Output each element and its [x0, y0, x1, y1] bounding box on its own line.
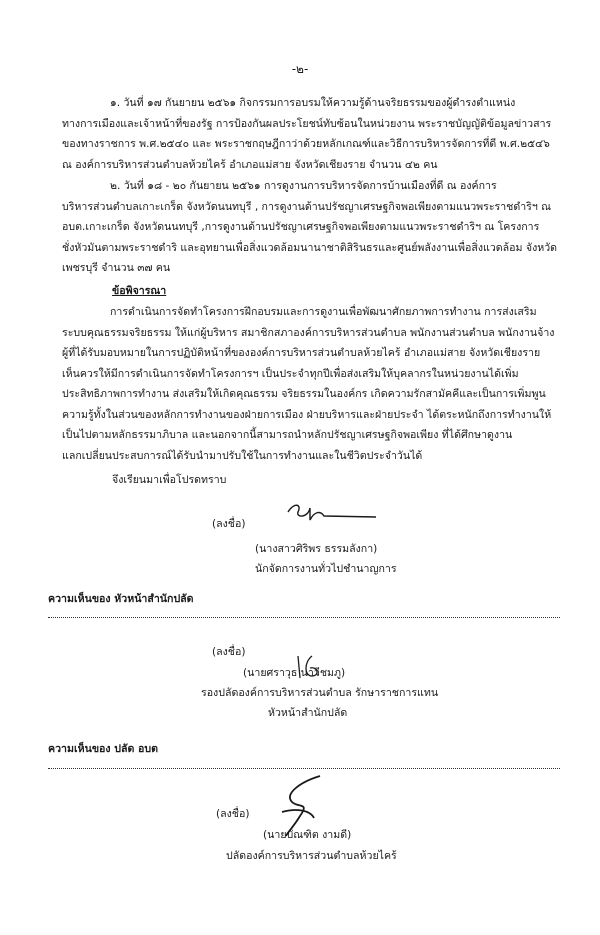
sign1-position: นักจัดการงานทั่วไปชำนาญการ: [255, 563, 397, 575]
consideration-body: การดำเนินการจัดทำโครงการฝึกอบรมและการดูงานเพื่อพัฒนาศักยภาพการทำงาน การส่งเสริม ระบบคุณธรรมจริยธรรม ให้แก่ผู้บริหาร สมาชิกสภาองค์การบริหารส่วนตำบล พนักงานส่วนตำบล พนักงานจ้าง ผู้ที่ได้รับมอบหมายในการปฏิบัติหน้าที่ขององค์การบริหารส่วนตำบลห้วยไคร้ อำเภอแม่สาย จังหวัดเชียงราย เห็นควรให้มีการดำเนินการจัดทำโครงการฯ เป็นประจำทุกปีเพื่อส่งเสริมให้บุคลากรในหน่วยงานได้เพิ่ม ประสิทธิภาพการทำงาน ส่งเสริมให้เกิดคุณธรรม จริยธรรมในองค์กร เกิดความรักสามัคคีและเป็นการเพิ่มพูน ความรู้ทั้งในส่วนของหลักการทำงานของฝ่ายการเมือง ฝ่ายบริหารและฝ่ายประจำ ได้ตระหนักถึงการทำงานให้ เป็นไปตามหลักธรรมาภิบาล และนอกจากนี้สามารถนำหลักปรัชญาเศรษฐกิจพอเพียง ที่ได้ศึกษาดูงาน แลกเปลี่ยนประสบการณ์ได้รับนำมาปรับใช้ในการทำงานและในชีวิตประจำวันได้: [62, 306, 555, 462]
sign2-label: (ลงชื่อ): [212, 646, 246, 658]
sign3-name: (นายบัณฑิต งามดี): [263, 829, 352, 841]
page-number: -๒-: [291, 62, 309, 76]
consideration-heading: ข้อพิจารณา: [112, 285, 167, 297]
opinion2-dotted-line: [48, 768, 560, 769]
sign2-position-2: หัวหน้าสำนักปลัด: [268, 707, 348, 719]
sign2-position-1: รองปลัดองค์การบริหารส่วนตำบล รักษาราชการแทน: [201, 687, 439, 699]
sign1-label: (ลงชื่อ): [212, 518, 246, 530]
sign2-name: (นายศราวุธ นาวีชมภู): [243, 667, 346, 679]
item-2-paragraph: ๒. วันที่ ๑๘ - ๒๐ กันยายน ๒๕๖๑ การดูงานการบริหารจัดการบ้านเมืองที่ดี ณ องค์การ บริหารส่วนตำบลเกาะเกร็ด จังหวัดนนทบุรี , การดูงานด้านปรัชญาเศรษฐกิจพอเพียงตามแนวพระราชดำริฯ ณ อบต.เกาะเกร็ด จังหวัดนนทบุรี ,การดูงานด้านปรัชญาเศรษฐกิจพอเพียงตามแนวพระราชดำริฯ ณ โครงการ ชั่งหัวมันตามพระราชดำริ และอุทยานเพื่อสิ่งแวดล้อมนานาชาติสิรินธรและศูนย์พลังงานเพื่อสิ่งแวดล้อม จังหวัด เพชรบุรี จำนวน ๓๗ คน: [62, 180, 558, 274]
opinion2-heading: ความเห็นของ ปลัด อบต: [48, 743, 159, 755]
sign3-label: (ลงชื่อ): [216, 808, 250, 820]
item-1-paragraph: ๑. วันที่ ๑๗ กันยายน ๒๕๖๑ กิจกรรมการอบรมให้ความรู้ด้านจริยธรรมของผู้ดำรงตำแหน่ง ทางการเมืองและเจ้าหน้าที่ของรัฐ การป้องกันผลประโยชน์ทับซ้อนในหน่วยงาน พระราชบัญญัติข้อมูลข่าวสาร ของทางราชการ พ.ศ.๒๕๔๐ และ พระราชกฤษฎีกาว่าด้วยหลักเกณฑ์และวิธีการบริหารจัดการที่ดี พ.ศ.๒๕๔๖ ณ องค์การบริหารส่วนตำบลห้วยไคร้ อำเภอแม่สาย จังหวัดเชียงราย จำนวน ๔๒ คน: [62, 97, 552, 171]
sign1-name: (นางสาวศิริพร ธรรมลังกา): [255, 543, 378, 555]
sign3-position: ปลัดองค์การบริหารส่วนตำบลห้วยไคร้: [226, 850, 397, 862]
closing-text: จึงเรียนมาเพื่อโปรดทราบ: [112, 474, 227, 486]
signature-1-image: [280, 498, 390, 530]
opinion1-heading: ความเห็นของ หัวหน้าสำนักปลัด: [48, 593, 194, 605]
opinion1-dotted-line: [48, 617, 560, 618]
